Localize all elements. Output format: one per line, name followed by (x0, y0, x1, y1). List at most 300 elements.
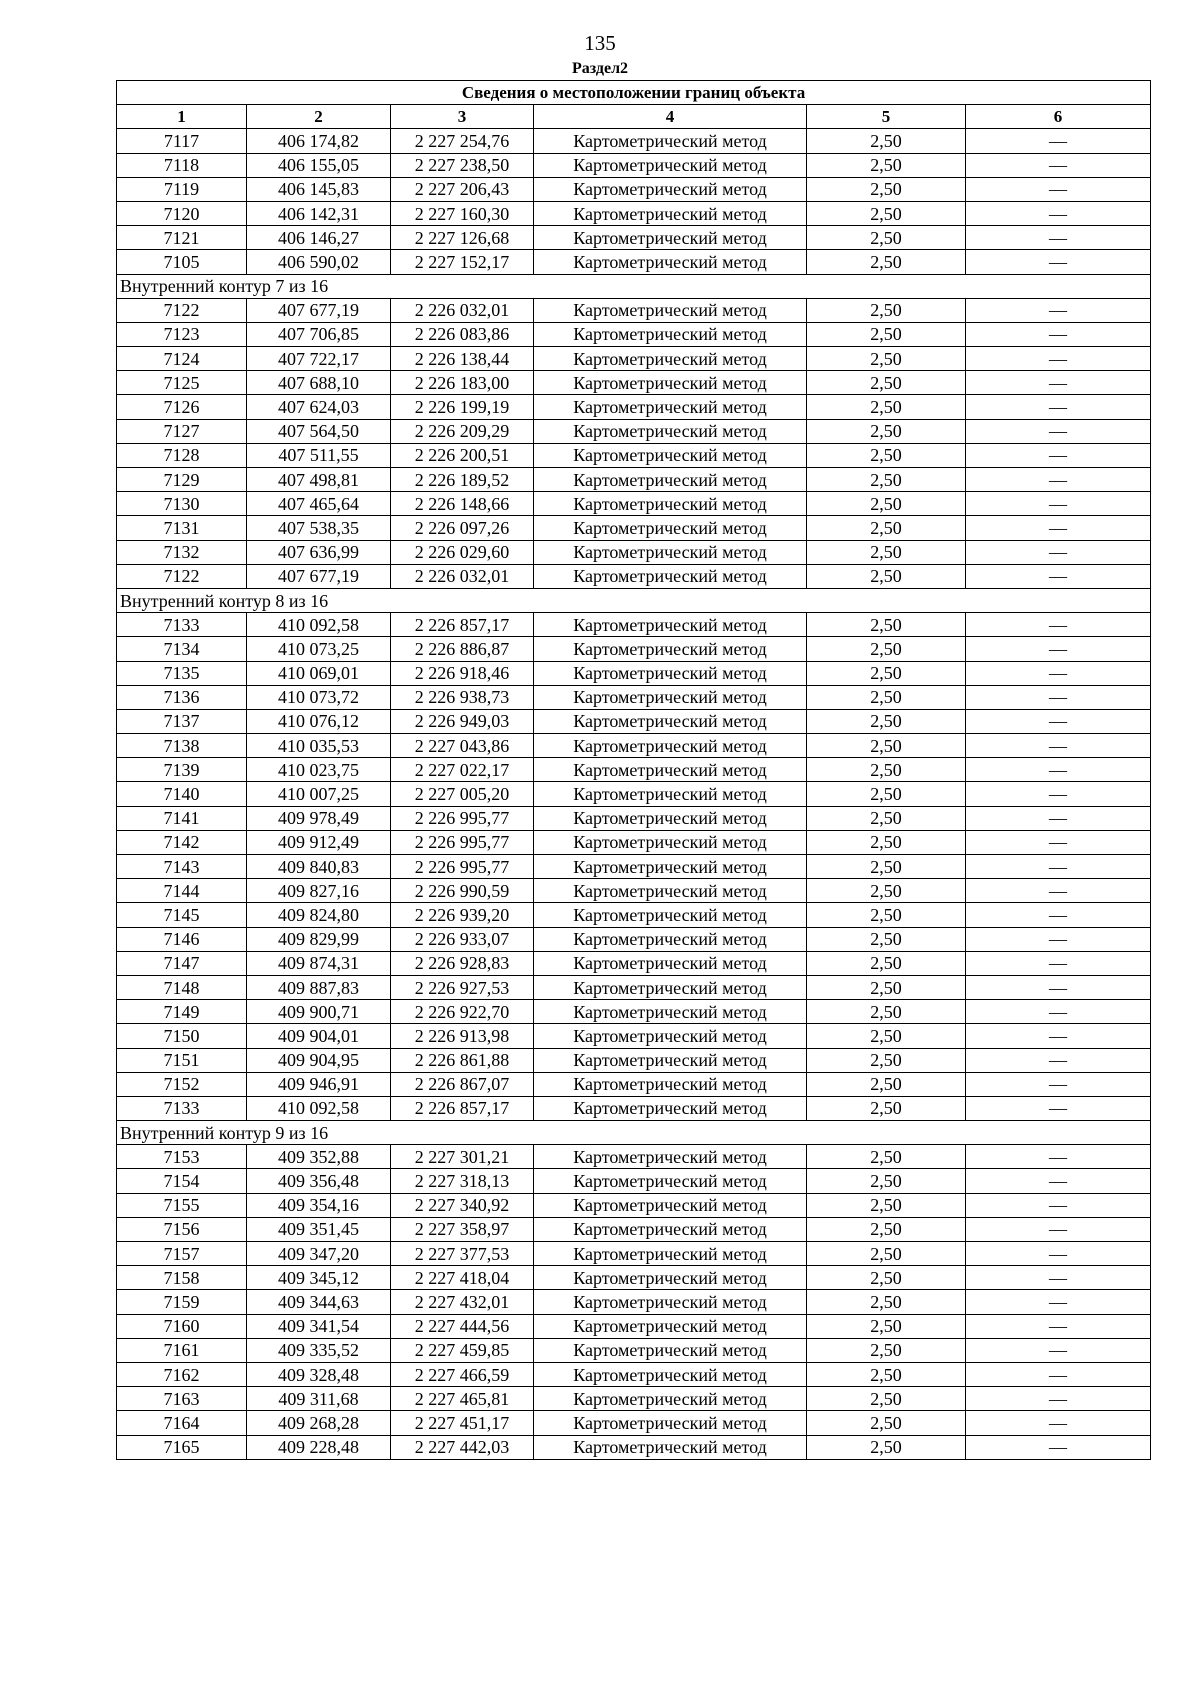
cell-note: — (966, 1096, 1151, 1120)
cell-coordinate-x: 410 069,01 (247, 661, 391, 685)
table-row (117, 613, 1151, 637)
cell-coordinate-y: 2 226 857,17 (391, 1096, 534, 1120)
cell-accuracy: 2,50 (807, 177, 966, 201)
cell-accuracy: 2,50 (807, 734, 966, 758)
table-row (117, 371, 1151, 395)
cell-coordinate-y: 2 226 933,07 (391, 927, 534, 951)
cell-coordinate-x: 409 827,16 (247, 879, 391, 903)
cell-note: — (966, 951, 1151, 975)
cell-coordinate-y: 2 227 254,76 (391, 129, 534, 153)
cell-point-number: 7105 (117, 250, 247, 274)
cell-accuracy: 2,50 (807, 1048, 966, 1072)
table-row (117, 1193, 1151, 1217)
cell-accuracy: 2,50 (807, 419, 966, 443)
cell-point-number: 7135 (117, 661, 247, 685)
table-row (117, 903, 1151, 927)
cell-accuracy: 2,50 (807, 903, 966, 927)
cell-coordinate-x: 407 465,64 (247, 492, 391, 516)
table-row (117, 758, 1151, 782)
table-row (117, 1169, 1151, 1193)
cell-method: Картометрический метод (534, 1362, 807, 1386)
cell-point-number: 7151 (117, 1048, 247, 1072)
cell-accuracy: 2,50 (807, 347, 966, 371)
cell-method: Картометрический метод (534, 951, 807, 975)
cell-note: — (966, 613, 1151, 637)
cell-point-number: 7159 (117, 1290, 247, 1314)
cell-coordinate-x: 409 824,80 (247, 903, 391, 927)
column-header: 4 (534, 105, 807, 129)
cell-method: Картометрический метод (534, 613, 807, 637)
table-row (117, 226, 1151, 250)
cell-coordinate-y: 2 227 043,86 (391, 734, 534, 758)
cell-note: — (966, 1145, 1151, 1169)
cell-accuracy: 2,50 (807, 782, 966, 806)
cell-note: — (966, 1362, 1151, 1386)
table-row (117, 637, 1151, 661)
cell-coordinate-y: 2 226 083,86 (391, 322, 534, 346)
cell-method: Картометрический метод (534, 927, 807, 951)
cell-accuracy: 2,50 (807, 637, 966, 661)
cell-point-number: 7139 (117, 758, 247, 782)
cell-point-number: 7126 (117, 395, 247, 419)
cell-point-number: 7163 (117, 1387, 247, 1411)
cell-coordinate-x: 407 688,10 (247, 371, 391, 395)
cell-coordinate-x: 406 155,05 (247, 153, 391, 177)
cell-note: — (966, 1387, 1151, 1411)
table-title: Сведения о местоположении границ объекта (117, 81, 1151, 105)
cell-coordinate-x: 410 073,72 (247, 685, 391, 709)
cell-method: Картометрический метод (534, 443, 807, 467)
cell-point-number: 7137 (117, 709, 247, 733)
cell-point-number: 7146 (117, 927, 247, 951)
table-row (117, 1387, 1151, 1411)
cell-method: Картометрический метод (534, 177, 807, 201)
cell-coordinate-y: 2 227 301,21 (391, 1145, 534, 1169)
table-row (117, 830, 1151, 854)
cell-note: — (966, 1314, 1151, 1338)
table-row (117, 1290, 1151, 1314)
table-row (117, 1145, 1151, 1169)
cell-method: Картометрический метод (534, 395, 807, 419)
cell-coordinate-x: 409 904,95 (247, 1048, 391, 1072)
cell-note: — (966, 347, 1151, 371)
cell-coordinate-y: 2 227 442,03 (391, 1435, 534, 1459)
cell-note: — (966, 516, 1151, 540)
page-number: 135 (584, 31, 616, 55)
cell-point-number: 7147 (117, 951, 247, 975)
cell-note: — (966, 1290, 1151, 1314)
table-row (117, 468, 1151, 492)
table-row (117, 879, 1151, 903)
cell-note: — (966, 1217, 1151, 1241)
cell-point-number: 7119 (117, 177, 247, 201)
cell-accuracy: 2,50 (807, 443, 966, 467)
cell-coordinate-y: 2 227 152,17 (391, 250, 534, 274)
table-row (117, 153, 1151, 177)
cell-point-number: 7136 (117, 685, 247, 709)
cell-coordinate-x: 407 722,17 (247, 347, 391, 371)
cell-coordinate-x: 409 829,99 (247, 927, 391, 951)
cell-method: Картометрический метод (534, 153, 807, 177)
cell-point-number: 7162 (117, 1362, 247, 1386)
cell-accuracy: 2,50 (807, 613, 966, 637)
cell-coordinate-y: 2 226 918,46 (391, 661, 534, 685)
cell-method: Картометрический метод (534, 201, 807, 225)
table-row (117, 516, 1151, 540)
cell-accuracy: 2,50 (807, 709, 966, 733)
table-row (117, 1048, 1151, 1072)
contour-label: Внутренний контур 8 из 16 (117, 588, 1151, 612)
cell-coordinate-x: 409 352,88 (247, 1145, 391, 1169)
cell-method: Картометрический метод (534, 758, 807, 782)
cell-coordinate-x: 407 538,35 (247, 516, 391, 540)
cell-coordinate-y: 2 226 097,26 (391, 516, 534, 540)
cell-note: — (966, 129, 1151, 153)
column-header: 6 (966, 105, 1151, 129)
cell-accuracy: 2,50 (807, 250, 966, 274)
column-header: 1 (117, 105, 247, 129)
cell-coordinate-x: 407 624,03 (247, 395, 391, 419)
cell-coordinate-x: 407 564,50 (247, 419, 391, 443)
cell-accuracy: 2,50 (807, 975, 966, 999)
table-row (117, 395, 1151, 419)
table-row (117, 975, 1151, 999)
cell-method: Картометрический метод (534, 250, 807, 274)
cell-method: Картометрический метод (534, 226, 807, 250)
cell-point-number: 7128 (117, 443, 247, 467)
cell-point-number: 7132 (117, 540, 247, 564)
cell-note: — (966, 927, 1151, 951)
cell-accuracy: 2,50 (807, 298, 966, 322)
cell-coordinate-x: 406 174,82 (247, 129, 391, 153)
table-row (117, 1096, 1151, 1120)
contour-label: Внутренний контур 7 из 16 (117, 274, 1151, 298)
cell-note: — (966, 419, 1151, 443)
cell-coordinate-x: 409 347,20 (247, 1242, 391, 1266)
cell-method: Картометрический метод (534, 782, 807, 806)
cell-coordinate-x: 409 946,91 (247, 1072, 391, 1096)
cell-coordinate-y: 2 226 199,19 (391, 395, 534, 419)
cell-coordinate-x: 410 092,58 (247, 1096, 391, 1120)
cell-point-number: 7143 (117, 855, 247, 879)
table-row (117, 1217, 1151, 1241)
table-head (117, 81, 1151, 129)
cell-point-number: 7142 (117, 830, 247, 854)
cell-note: — (966, 298, 1151, 322)
cell-point-number: 7117 (117, 129, 247, 153)
cell-coordinate-x: 409 900,71 (247, 1000, 391, 1024)
table-body (117, 129, 1151, 1459)
table-row (117, 201, 1151, 225)
cell-method: Картометрический метод (534, 492, 807, 516)
cell-point-number: 7149 (117, 1000, 247, 1024)
cell-coordinate-x: 407 636,99 (247, 540, 391, 564)
cell-point-number: 7122 (117, 298, 247, 322)
cell-coordinate-y: 2 227 377,53 (391, 1242, 534, 1266)
cell-coordinate-y: 2 226 148,66 (391, 492, 534, 516)
cell-method: Картометрический метод (534, 419, 807, 443)
column-header: 2 (247, 105, 391, 129)
cell-coordinate-y: 2 226 928,83 (391, 951, 534, 975)
column-header: 3 (391, 105, 534, 129)
cell-method: Картометрический метод (534, 709, 807, 733)
cell-accuracy: 2,50 (807, 1411, 966, 1435)
cell-method: Картометрический метод (534, 347, 807, 371)
cell-accuracy: 2,50 (807, 201, 966, 225)
cell-method: Картометрический метод (534, 855, 807, 879)
cell-coordinate-x: 409 328,48 (247, 1362, 391, 1386)
cell-coordinate-x: 409 356,48 (247, 1169, 391, 1193)
table-row (117, 685, 1151, 709)
cell-coordinate-x: 410 076,12 (247, 709, 391, 733)
cell-method: Картометрический метод (534, 1387, 807, 1411)
cell-accuracy: 2,50 (807, 322, 966, 346)
cell-coordinate-y: 2 227 160,30 (391, 201, 534, 225)
cell-coordinate-x: 409 268,28 (247, 1411, 391, 1435)
contour-header-row (117, 274, 1151, 298)
cell-note: — (966, 1024, 1151, 1048)
cell-method: Картометрический метод (534, 685, 807, 709)
cell-method: Картометрический метод (534, 298, 807, 322)
cell-coordinate-x: 409 354,16 (247, 1193, 391, 1217)
cell-coordinate-x: 407 677,19 (247, 564, 391, 588)
cell-method: Картометрический метод (534, 806, 807, 830)
cell-coordinate-y: 2 226 927,53 (391, 975, 534, 999)
cell-accuracy: 2,50 (807, 1072, 966, 1096)
cell-coordinate-x: 407 498,81 (247, 468, 391, 492)
cell-coordinate-x: 409 341,54 (247, 1314, 391, 1338)
cell-accuracy: 2,50 (807, 1435, 966, 1459)
cell-method: Картометрический метод (534, 903, 807, 927)
table-row (117, 1411, 1151, 1435)
table-row (117, 661, 1151, 685)
table-row (117, 1338, 1151, 1362)
cell-point-number: 7131 (117, 516, 247, 540)
cell-accuracy: 2,50 (807, 661, 966, 685)
cell-accuracy: 2,50 (807, 226, 966, 250)
cell-note: — (966, 709, 1151, 733)
cell-accuracy: 2,50 (807, 153, 966, 177)
cell-method: Картометрический метод (534, 734, 807, 758)
cell-point-number: 7133 (117, 613, 247, 637)
cell-coordinate-y: 2 226 949,03 (391, 709, 534, 733)
table-row (117, 564, 1151, 588)
cell-method: Картометрический метод (534, 129, 807, 153)
cell-coordinate-x: 409 311,68 (247, 1387, 391, 1411)
cell-coordinate-y: 2 226 183,00 (391, 371, 534, 395)
cell-note: — (966, 1435, 1151, 1459)
column-number-row (117, 105, 1151, 129)
cell-method: Картометрический метод (534, 830, 807, 854)
cell-coordinate-y: 2 227 358,97 (391, 1217, 534, 1241)
cell-coordinate-y: 2 226 939,20 (391, 903, 534, 927)
cell-coordinate-x: 406 146,27 (247, 226, 391, 250)
cell-method: Картометрический метод (534, 1266, 807, 1290)
table-row (117, 1435, 1151, 1459)
cell-coordinate-y: 2 226 990,59 (391, 879, 534, 903)
cell-accuracy: 2,50 (807, 540, 966, 564)
cell-note: — (966, 975, 1151, 999)
cell-method: Картометрический метод (534, 1096, 807, 1120)
cell-note: — (966, 830, 1151, 854)
cell-coordinate-y: 2 226 032,01 (391, 564, 534, 588)
cell-accuracy: 2,50 (807, 1242, 966, 1266)
section-label: Раздел2 (571, 60, 629, 77)
cell-accuracy: 2,50 (807, 1024, 966, 1048)
cell-point-number: 7150 (117, 1024, 247, 1048)
cell-point-number: 7158 (117, 1266, 247, 1290)
cell-coordinate-y: 2 227 318,13 (391, 1169, 534, 1193)
cell-method: Картометрический метод (534, 322, 807, 346)
cell-coordinate-x: 409 978,49 (247, 806, 391, 830)
cell-method: Картометрический метод (534, 1145, 807, 1169)
cell-coordinate-x: 407 706,85 (247, 322, 391, 346)
cell-method: Картометрический метод (534, 540, 807, 564)
cell-note: — (966, 371, 1151, 395)
table-row (117, 419, 1151, 443)
table-row (117, 177, 1151, 201)
cell-method: Картометрический метод (534, 661, 807, 685)
cell-point-number: 7124 (117, 347, 247, 371)
cell-accuracy: 2,50 (807, 758, 966, 782)
cell-point-number: 7164 (117, 1411, 247, 1435)
cell-method: Картометрический метод (534, 1193, 807, 1217)
cell-note: — (966, 1169, 1151, 1193)
cell-note: — (966, 177, 1151, 201)
table-row (117, 492, 1151, 516)
cell-note: — (966, 1338, 1151, 1362)
cell-note: — (966, 879, 1151, 903)
cell-accuracy: 2,50 (807, 951, 966, 975)
cell-note: — (966, 806, 1151, 830)
cell-method: Картометрический метод (534, 1411, 807, 1435)
cell-accuracy: 2,50 (807, 1217, 966, 1241)
cell-method: Картометрический метод (534, 371, 807, 395)
cell-accuracy: 2,50 (807, 830, 966, 854)
cell-coordinate-x: 409 904,01 (247, 1024, 391, 1048)
cell-note: — (966, 443, 1151, 467)
cell-coordinate-x: 410 092,58 (247, 613, 391, 637)
cell-accuracy: 2,50 (807, 129, 966, 153)
cell-method: Картометрический метод (534, 1000, 807, 1024)
cell-accuracy: 2,50 (807, 564, 966, 588)
cell-point-number: 7133 (117, 1096, 247, 1120)
cell-note: — (966, 468, 1151, 492)
contour-header-row (117, 588, 1151, 612)
cell-point-number: 7120 (117, 201, 247, 225)
cell-coordinate-x: 410 073,25 (247, 637, 391, 661)
cell-point-number: 7144 (117, 879, 247, 903)
cell-accuracy: 2,50 (807, 1000, 966, 1024)
table-row (117, 782, 1151, 806)
table-row (117, 347, 1151, 371)
cell-coordinate-y: 2 227 340,92 (391, 1193, 534, 1217)
cell-note: — (966, 637, 1151, 661)
cell-coordinate-y: 2 226 189,52 (391, 468, 534, 492)
cell-coordinate-y: 2 226 995,77 (391, 855, 534, 879)
cell-accuracy: 2,50 (807, 1338, 966, 1362)
table-title-row (117, 81, 1151, 105)
cell-point-number: 7157 (117, 1242, 247, 1266)
cell-point-number: 7148 (117, 975, 247, 999)
cell-point-number: 7153 (117, 1145, 247, 1169)
cell-point-number: 7155 (117, 1193, 247, 1217)
cell-coordinate-y: 2 227 206,43 (391, 177, 534, 201)
cell-accuracy: 2,50 (807, 855, 966, 879)
cell-note: — (966, 1411, 1151, 1435)
cell-method: Картометрический метод (534, 1338, 807, 1362)
cell-accuracy: 2,50 (807, 806, 966, 830)
cell-coordinate-y: 2 226 913,98 (391, 1024, 534, 1048)
cell-point-number: 7118 (117, 153, 247, 177)
cell-accuracy: 2,50 (807, 927, 966, 951)
table-row (117, 927, 1151, 951)
cell-point-number: 7122 (117, 564, 247, 588)
cell-coordinate-x: 409 344,63 (247, 1290, 391, 1314)
cell-coordinate-y: 2 226 938,73 (391, 685, 534, 709)
cell-coordinate-y: 2 227 005,20 (391, 782, 534, 806)
cell-point-number: 7154 (117, 1169, 247, 1193)
cell-coordinate-y: 2 226 995,77 (391, 806, 534, 830)
cell-method: Картометрический метод (534, 1314, 807, 1338)
cell-coordinate-x: 406 142,31 (247, 201, 391, 225)
cell-coordinate-y: 2 227 459,85 (391, 1338, 534, 1362)
cell-accuracy: 2,50 (807, 371, 966, 395)
table-row (117, 298, 1151, 322)
cell-coordinate-y: 2 226 029,60 (391, 540, 534, 564)
cell-note: — (966, 1000, 1151, 1024)
cell-note: — (966, 226, 1151, 250)
cell-coordinate-x: 409 335,52 (247, 1338, 391, 1362)
table-row (117, 540, 1151, 564)
table-row (117, 1000, 1151, 1024)
table-row (117, 1266, 1151, 1290)
cell-method: Картометрический метод (534, 564, 807, 588)
cell-note: — (966, 395, 1151, 419)
cell-point-number: 7141 (117, 806, 247, 830)
cell-coordinate-x: 410 035,53 (247, 734, 391, 758)
cell-note: — (966, 564, 1151, 588)
cell-note: — (966, 782, 1151, 806)
cell-point-number: 7140 (117, 782, 247, 806)
table-row (117, 1072, 1151, 1096)
cell-accuracy: 2,50 (807, 1096, 966, 1120)
cell-accuracy: 2,50 (807, 1145, 966, 1169)
cell-coordinate-y: 2 227 451,17 (391, 1411, 534, 1435)
cell-accuracy: 2,50 (807, 516, 966, 540)
cell-method: Картометрический метод (534, 879, 807, 903)
cell-method: Картометрический метод (534, 637, 807, 661)
cell-accuracy: 2,50 (807, 879, 966, 903)
table-row (117, 129, 1151, 153)
table-row (117, 1024, 1151, 1048)
cell-coordinate-y: 2 226 209,29 (391, 419, 534, 443)
cell-coordinate-x: 410 023,75 (247, 758, 391, 782)
cell-accuracy: 2,50 (807, 468, 966, 492)
cell-point-number: 7165 (117, 1435, 247, 1459)
cell-accuracy: 2,50 (807, 1362, 966, 1386)
cell-coordinate-x: 406 145,83 (247, 177, 391, 201)
cell-coordinate-x: 409 351,45 (247, 1217, 391, 1241)
cell-accuracy: 2,50 (807, 492, 966, 516)
cell-coordinate-x: 409 840,83 (247, 855, 391, 879)
cell-note: — (966, 153, 1151, 177)
cell-method: Картометрический метод (534, 1169, 807, 1193)
cell-note: — (966, 685, 1151, 709)
cell-note: — (966, 1242, 1151, 1266)
cell-coordinate-x: 409 228,48 (247, 1435, 391, 1459)
cell-note: — (966, 758, 1151, 782)
